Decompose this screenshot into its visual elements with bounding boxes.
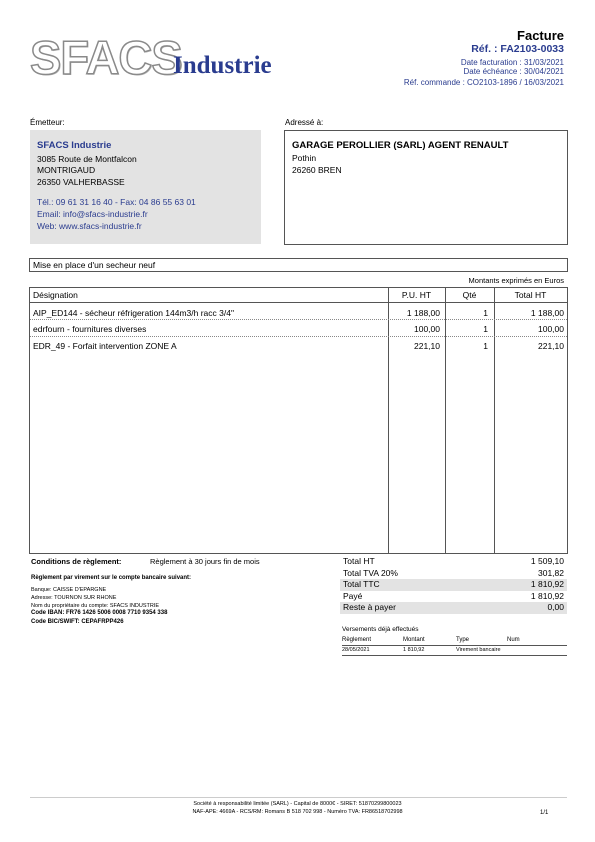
total-ht-row (340, 556, 567, 568)
total-value: 1 810,92 (530, 590, 564, 601)
total-value: 301,82 (538, 567, 564, 578)
footer-legal-line: NAF-APE: 4669A - RCS/RM: Romans B 518 702 998 - Numéro TVA: FR86518702998 (192, 809, 403, 815)
payments-header-date: Règlement (342, 637, 372, 643)
total-tva-row (340, 568, 567, 580)
payments-header-type: Type (456, 637, 470, 643)
row-unit-price: 100,00 (414, 324, 440, 334)
invoice-subject (29, 258, 568, 272)
payment-conditions-label: Conditions de règlement: (31, 557, 122, 566)
bic-swift: Code BIC/SWIFT: CEPAFRPP426 (31, 619, 124, 625)
payment-row (342, 646, 567, 656)
row-total: 1 188,00 (530, 308, 564, 318)
recipient-box (284, 130, 568, 245)
iban: Code IBAN: FR76 1426 5006 0008 7710 9354 338 (31, 610, 168, 616)
total-ttc-row (340, 579, 567, 591)
sender-website[interactable]: Web: www.sfacs-industrie.fr (37, 221, 142, 231)
logo-primary-text: SFACS (30, 31, 182, 84)
invoice-date: Date facturation : 31/03/2021 (460, 58, 564, 67)
footer-legal-line: Société à responsabilité limitée (SARL) - Capital de 8000€ - SIRET: 51870299800023 (193, 801, 402, 807)
items-table (29, 287, 568, 554)
footer-divider (30, 797, 567, 798)
due-date: Date échéance : 30/04/2021 (463, 67, 564, 76)
total-label: Total TTC (343, 579, 380, 589)
row-unit-price: 221,10 (414, 341, 440, 351)
header-unit-price: P.U. HT (401, 290, 432, 300)
row-designation: edrfourn - fournitures diverses (33, 324, 147, 334)
remaining-row (340, 602, 567, 614)
recipient-name: GARAGE PEROLLIER (SARL) AGENT RENAULT (292, 140, 509, 151)
payments-header-row (342, 636, 567, 646)
paid-row (340, 591, 567, 603)
order-reference: Réf. commande : CO2103-1896 / 16/03/2021 (403, 78, 564, 87)
account-owner: Nom du propriétaire du compte: SFACS INDUSTRIE (31, 603, 160, 609)
total-value: 1 810,92 (530, 579, 564, 589)
company-logo (30, 30, 290, 90)
total-label: Total TVA 20% (343, 567, 398, 578)
header-qty: Qté (462, 290, 477, 300)
page-number: 1/1 (540, 810, 549, 816)
sender-label: Émetteur: (30, 118, 65, 127)
recipient-address-line: 26260 BREN (292, 165, 342, 175)
payment-type: Virement bancaire (456, 647, 501, 653)
total-value: 0,00 (547, 602, 564, 612)
payment-conditions-value: Règlement à 30 jours fin de mois (150, 557, 260, 566)
row-qty: 1 (483, 324, 488, 334)
currency-note: Montants exprimés en Euros (468, 276, 564, 285)
totals-block (340, 556, 567, 614)
total-label: Payé (343, 590, 363, 601)
sender-address-line: 3085 Route de Montfalcon (37, 154, 137, 164)
payments-title: Versements déjà effectués (342, 626, 419, 633)
sender-name: SFACS Industrie (37, 140, 112, 151)
recipient-address-line: Pothin (292, 153, 317, 163)
row-unit-price: 1 188,00 (406, 308, 440, 318)
payments-header-num: Num (507, 637, 520, 643)
subject-text: Mise en place d'un secheur neuf (33, 260, 156, 270)
payments-block (342, 626, 567, 656)
sender-address-line: MONTRIGAUD (37, 165, 96, 175)
total-value: 1 509,10 (530, 556, 564, 566)
header-total: Total HT (514, 290, 547, 300)
total-label: Total HT (343, 556, 375, 566)
recipient-label: Adressé à: (285, 118, 324, 127)
row-qty: 1 (483, 341, 488, 351)
document-title: Facture (517, 28, 564, 43)
row-designation: AIP_ED144 - sécheur réfrigeration 144m3/h racc 3/4" (33, 308, 234, 318)
payments-header-amount: Montant (403, 637, 425, 643)
bank-transfer-title: Règlement par virement sur le compte bancaire suivant: (31, 575, 192, 581)
row-qty: 1 (483, 308, 488, 318)
invoice-reference: Réf. : FA2103-0033 (471, 43, 564, 55)
header-designation: Désignation (33, 290, 78, 300)
sender-phone: Tél.: 09 61 31 16 40 - Fax: 04 86 55 63 01 (37, 197, 196, 207)
sender-box (30, 130, 261, 244)
bank-name: Banque: CAISSE D'EPARGNE (31, 587, 107, 593)
row-total: 221,10 (538, 341, 564, 351)
payment-date: 28/05/2021 (342, 647, 370, 653)
row-designation: EDR_49 - Forfait intervention ZONE A (33, 341, 177, 351)
row-total: 100,00 (538, 324, 564, 334)
table-header-row (30, 288, 567, 303)
sender-email[interactable]: Email: info@sfacs-industrie.fr (37, 209, 148, 219)
bank-address: Adresse: TOURNON SUR RHONE (31, 595, 117, 601)
total-label: Reste à payer (343, 602, 396, 612)
logo-secondary-text: Industrie (173, 52, 272, 79)
sender-address-line: 26350 VALHERBASSE (37, 177, 125, 187)
payment-amount: 1 810,92 (403, 647, 425, 653)
